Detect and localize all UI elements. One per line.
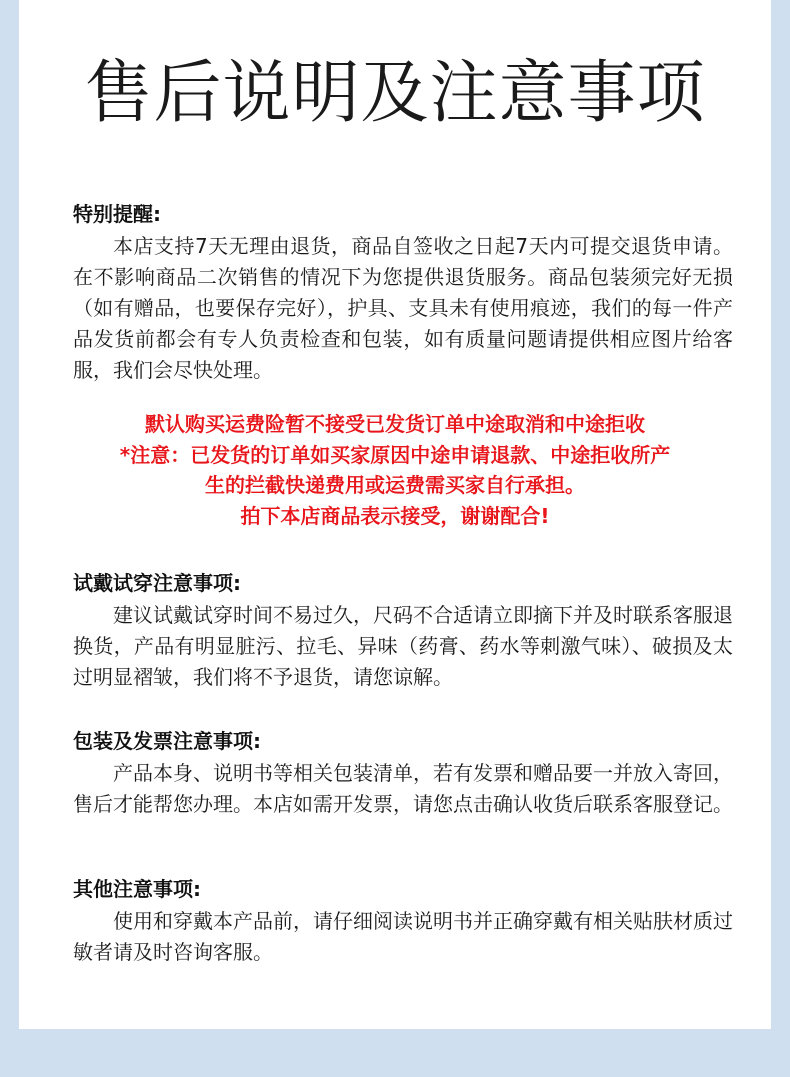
section-other	[73, 874, 733, 968]
notice-line: 默认购买运费险暂不接受已发货订单中途取消和中途拒收	[145, 412, 645, 436]
section-special-reminder	[73, 199, 733, 386]
notice-line: 生的拦截快递费用或运费需买家自行承担。	[205, 473, 585, 497]
section-try-on	[73, 568, 733, 693]
section-heading: 试戴试穿注意事项:	[73, 571, 241, 595]
section-body: 本店支持7天无理由退货，商品自签收之日起7天内可提交退货申请。在不影响商品二次销售的情况下为您提供退货服务。商品包装须完好无损（如有赠品，也要保存完好），护具、支具未有使用痕迹，我们的每一件产品发货前都会有专人负责检查和包装，如有质量问题请提供相应图片给客服，我们会尽快处理。	[73, 234, 733, 382]
section-body: 使用和穿戴本产品前，请仔细阅读说明书并正确穿戴有相关贴肤材质过敏者请及时咨询客服。	[73, 909, 733, 964]
section-heading: 包装及发票注意事项:	[73, 729, 261, 753]
section-body: 建议试戴试穿时间不易过久，尺码不合适请立即摘下并及时联系客服退换货，产品有明显脏污、拉毛、异味（药膏、药水等刺激气味）、破损及太过明显褶皱，我们将不予退货，请您谅解。	[73, 603, 733, 689]
notice-line: 拍下本店商品表示接受，谢谢配合!	[240, 503, 550, 528]
section-body: 产品本身、说明书等相关包装清单，若有发票和赠品要一并放入寄回，售后才能帮您办理。本店如需开发票，请您点击确认收货后联系客服登记。	[73, 761, 733, 816]
section-heading: 其他注意事项:	[73, 877, 201, 901]
page-title: 售后说明及注意事项	[84, 54, 706, 133]
red-notice	[40, 409, 750, 531]
notice-line: *注意：已发货的订单如买家原因中途申请退款、中途拒收所产	[119, 442, 671, 467]
section-heading: 特别提醒:	[73, 202, 161, 226]
section-packaging-invoice	[73, 726, 733, 820]
